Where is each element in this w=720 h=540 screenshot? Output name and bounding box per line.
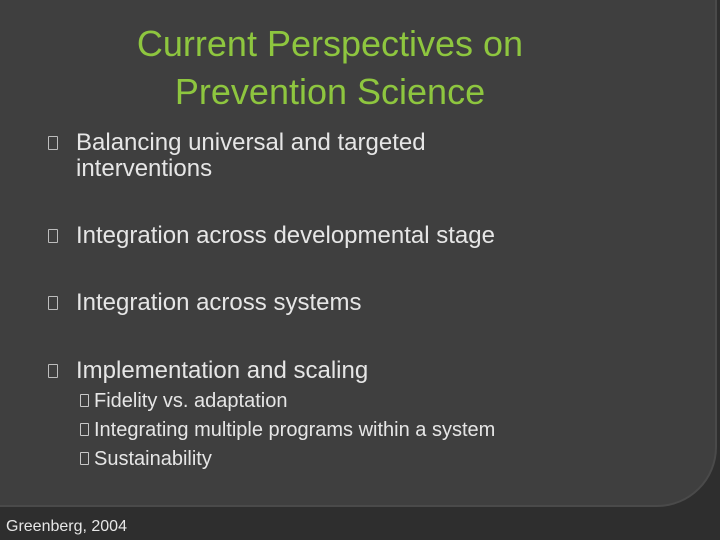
square-bullet-icon (48, 296, 58, 310)
title-line-1: Current Perspectives on (136, 23, 524, 64)
square-bullet-icon (80, 394, 89, 407)
square-bullet-icon (80, 423, 89, 436)
sub-bullet-2 (80, 418, 495, 442)
bullet-4-text: Implementation and scaling (76, 357, 369, 384)
square-bullet-icon (48, 136, 58, 150)
sub-bullet-3 (80, 447, 212, 471)
citation: Greenberg, 2004 (6, 518, 127, 535)
bullet-2-text: Integration across developmental stage (76, 222, 495, 249)
square-bullet-icon (48, 364, 58, 378)
square-bullet-icon (80, 452, 89, 465)
sub-bullet-2-text: Integrating multiple programs within a system (94, 419, 496, 441)
bullet-item-3 (48, 290, 361, 316)
sub-bullet-3-text: Sustainability (94, 448, 212, 470)
slide-title (100, 20, 560, 116)
square-bullet-icon (48, 229, 58, 243)
bullet-3-text: Integration across systems (76, 289, 362, 316)
bullet-item-4 (48, 358, 368, 384)
sub-bullet-1-text: Fidelity vs. adaptation (94, 390, 288, 412)
bullet-item-2 (48, 223, 495, 249)
title-line-2: Prevention Science (174, 71, 486, 112)
sub-bullet-1 (80, 389, 287, 413)
bullet-1-line-1: Balancing universal and targeted (76, 129, 426, 156)
bullet-item-1 (48, 130, 426, 182)
bullet-1-line-2: interventions (76, 155, 213, 182)
